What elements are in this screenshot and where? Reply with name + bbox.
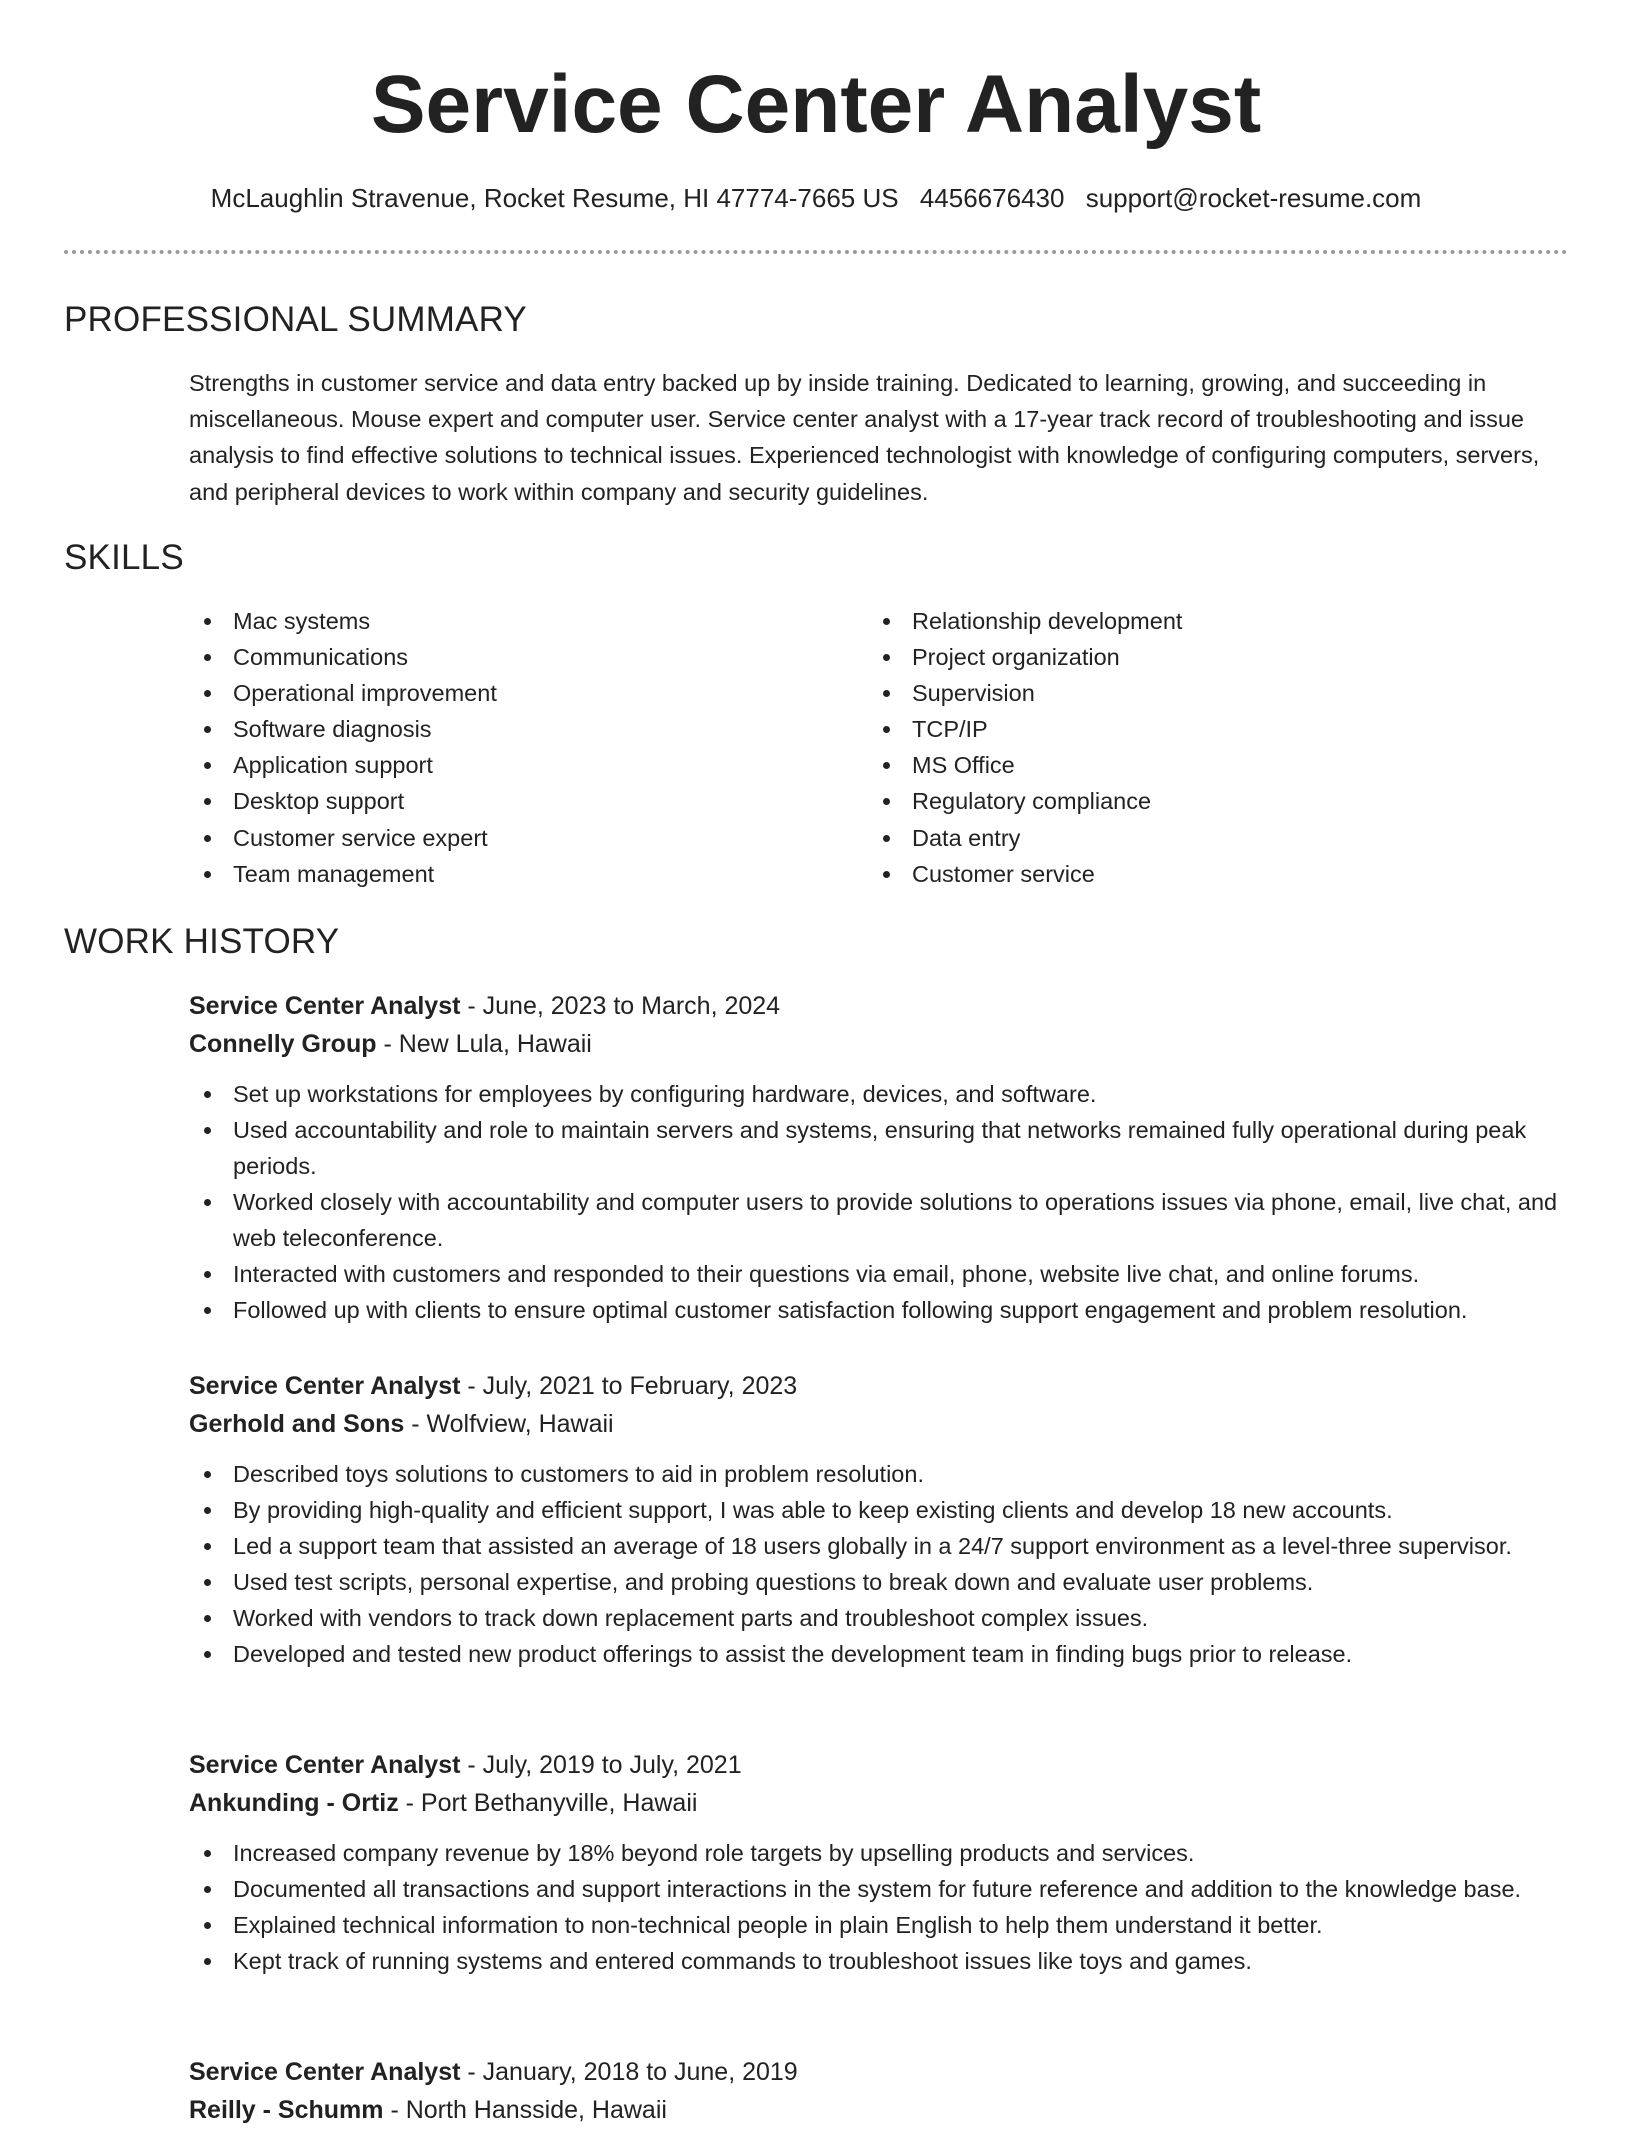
resume-name: Service Center Analyst (370, 59, 1262, 150)
job-role: Service Center Analyst (189, 1372, 461, 1400)
skill-item: Team management (189, 856, 809, 892)
skill-item: Data entry (868, 820, 1488, 856)
job-location: - Port Bethanyville, Hawaii (398, 1789, 698, 1817)
job-company: Reilly - Schumm (189, 2096, 384, 2124)
job-bullet: Led a support team that assisted an average of 18 users globally in a 24/7 support environment as a level-three supervisor. (189, 1528, 1579, 1564)
job-entry (189, 987, 1579, 1328)
job-company: Gerhold and Sons (189, 1410, 405, 1438)
job-bullet: Worked closely with accountability and computer users to provide solutions to operations issues via phone, email, live chat, and web teleconference. (189, 1184, 1579, 1256)
job-company-line (189, 1784, 1579, 1822)
job-bullet: Kept track of running systems and entered commands to troubleshoot issues like toys and games. (189, 1943, 1579, 1979)
job-bullet: Developed and tested new product offerings to assist the development team in finding bugs prior to release. (189, 1636, 1579, 1672)
job-bullet: Interacted with customers and responded to their questions via email, phone, website live chat, and online forums. (189, 1256, 1579, 1292)
job-bullet: Used test scripts, personal expertise, and probing questions to break down and evaluate user problems. (189, 1564, 1579, 1600)
job-title-line (189, 1367, 1579, 1405)
skill-item: Mac systems (189, 603, 809, 639)
job-bullet: Followed up with clients to ensure optimal customer satisfaction following support engagement and problem resolution. (189, 1292, 1579, 1328)
job-bullets (189, 1076, 1579, 1328)
skill-item: MS Office (868, 747, 1488, 783)
job-bullet: Increased company revenue by 18% beyond role targets by upselling products and services. (189, 1835, 1579, 1871)
skill-item: Software diagnosis (189, 711, 809, 747)
job-company-line (189, 1405, 1579, 1443)
summary-heading: PROFESSIONAL SUMMARY (64, 300, 527, 339)
contact-phone: 4456676430 (919, 183, 1065, 213)
contact-line (0, 178, 1632, 218)
job-entry (189, 1367, 1579, 1672)
job-company-line (189, 2091, 1579, 2129)
job-entry (189, 1746, 1579, 1979)
job-company: Ankunding - Ortiz (189, 1789, 399, 1817)
job-location: - Wolfview, Hawaii (404, 1410, 614, 1438)
job-bullets (189, 1456, 1579, 1672)
skill-item: Supervision (868, 675, 1488, 711)
skill-item: Customer service (868, 856, 1488, 892)
job-dates: - June, 2023 to March, 2024 (460, 992, 781, 1020)
job-bullet: Worked with vendors to track down replacement parts and troubleshoot complex issues. (189, 1600, 1579, 1636)
skills-list-left (189, 603, 809, 892)
skill-item: Application support (189, 747, 809, 783)
contact-email: support@rocket-resume.com (1085, 183, 1422, 213)
work-history-heading: WORK HISTORY (64, 922, 340, 961)
job-bullet: Documented all transactions and support interactions in the system for future reference and addition to the knowledge base. (189, 1871, 1579, 1907)
job-bullet: Set up workstations for employees by configuring hardware, devices, and software. (189, 1076, 1579, 1112)
job-role: Service Center Analyst (189, 2058, 461, 2086)
job-dates: - July, 2021 to February, 2023 (460, 1372, 798, 1400)
skill-item: Operational improvement (189, 675, 809, 711)
skill-item: Regulatory compliance (868, 783, 1488, 819)
skill-item: TCP/IP (868, 711, 1488, 747)
skill-item: Communications (189, 639, 809, 675)
job-location: - New Lula, Hawaii (376, 1030, 592, 1058)
job-company: Connelly Group (189, 1030, 377, 1058)
contact-address: McLaughlin Stravenue, Rocket Resume, HI 47774-7665 US (210, 183, 899, 213)
job-title-line (189, 987, 1579, 1025)
skill-item: Project organization (868, 639, 1488, 675)
job-role: Service Center Analyst (189, 1751, 461, 1779)
skill-item: Relationship development (868, 603, 1488, 639)
job-bullet: Described toys solutions to customers to aid in problem resolution. (189, 1456, 1579, 1492)
job-dates: - January, 2018 to June, 2019 (460, 2058, 798, 2086)
job-role: Service Center Analyst (189, 992, 461, 1020)
job-company-line (189, 1025, 1579, 1063)
skills-heading: SKILLS (64, 538, 184, 577)
header-divider (64, 250, 1568, 254)
job-bullets (189, 1835, 1579, 1979)
summary-text: Strengths in customer service and data entry backed up by inside training. Dedicated to learning, growing, and succeeding in miscellaneous. Mouse expert and computer user. Service center analyst with a 17-year track record of troubleshooting and issue analysis to find effective solutions to technical issues. Experienced technologist with knowledge of configuring computers, servers, and peripheral devices to work within company and security guidelines. (189, 370, 1540, 505)
job-location: - North Hansside, Hawaii (383, 2096, 667, 2124)
skill-item: Desktop support (189, 783, 809, 819)
skills-list-right (868, 603, 1488, 892)
job-dates: - July, 2019 to July, 2021 (460, 1751, 742, 1779)
job-title-line (189, 1746, 1579, 1784)
job-title-line (189, 2053, 1579, 2091)
job-bullet: Explained technical information to non-technical people in plain English to help them understand it better. (189, 1907, 1579, 1943)
job-bullet: Used accountability and role to maintain servers and systems, ensuring that networks remained fully operational during peak periods. (189, 1112, 1579, 1184)
skill-item: Customer service expert (189, 820, 809, 856)
job-entry (189, 2053, 1579, 2129)
job-bullet: By providing high-quality and efficient support, I was able to keep existing clients and develop 18 new accounts. (189, 1492, 1579, 1528)
